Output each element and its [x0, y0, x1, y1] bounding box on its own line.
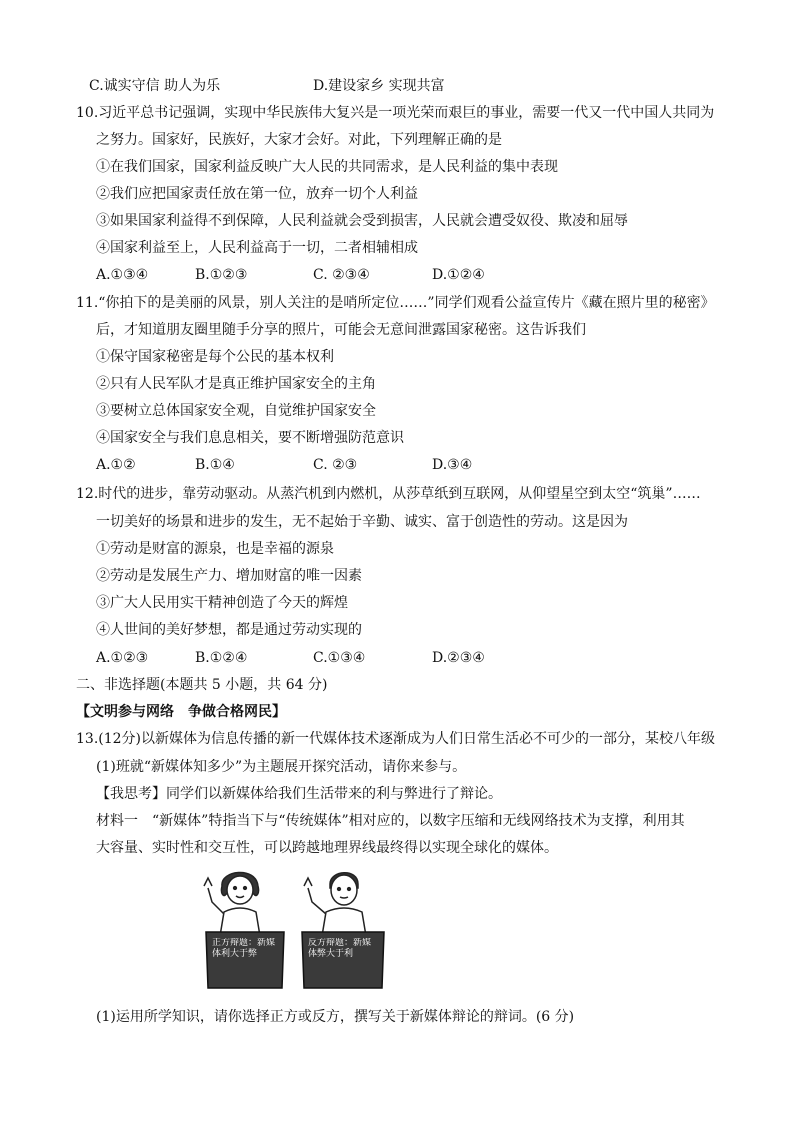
q11-item-2: ②只有人民军队才是真正维护国家安全的主角	[96, 376, 376, 392]
boy-debater	[304, 873, 366, 936]
q10-option-b: B.①②③	[195, 267, 248, 283]
q10-option-a: A.①③④	[96, 267, 149, 283]
q11-option-c: C. ②③	[313, 457, 358, 473]
q10-item-1: ①在我们国家，国家利益反映广大人民的共同需求，是人民利益的集中表现	[96, 159, 558, 175]
q13-sub1: (1)班就“新媒体知多少”为主题展开探究活动，请你来参与。	[96, 759, 467, 775]
q11-option-d: D.③④	[432, 457, 473, 473]
q10-options	[0, 266, 793, 284]
q11-item-1: ①保守国家秘密是每个公民的基本权利	[96, 349, 334, 365]
q13-question1: (1)运用所学知识，请你选择正方或反方，撰写关于新媒体辩论的辩词。(6 分)	[96, 1009, 575, 1025]
q11-option-b: B.①④	[195, 457, 235, 473]
q13-material-line1: 材料一 “新媒体”特指当下与“传统媒体”相对应的，以数字压缩和无线网络技术为支撑，利用其	[96, 813, 685, 829]
q11-options	[0, 456, 793, 474]
q13-stem: 13.(12分)以新媒体为信息传播的新一代媒体技术逐渐成为人们日常生活必不可少的一部分，某校八年级	[76, 731, 716, 747]
debate-illustration	[198, 864, 392, 990]
q12-option-d: D.②③④	[432, 650, 485, 666]
q11-item-3: ③要树立总体国家安全观，自觉维护国家安全	[96, 403, 376, 419]
q12-item-3: ③广大人民用实干精神创造了今天的辉煌	[96, 595, 348, 611]
q9-options	[0, 77, 793, 95]
q11-stem-line2: 后，才知道朋友圈里随手分享的照片，可能会无意间泄露国家秘密。这告诉我们	[96, 322, 586, 338]
q12-options	[0, 649, 793, 667]
q12-stem-line2: 一切美好的场景和进步的发生，无不起始于辛勤、诚实、富于创造性的劳动。这是因为	[96, 514, 628, 530]
q13-think: 【我思考】同学们以新媒体给我们生活带来的利与弊进行了辩论。	[96, 786, 502, 802]
q11-item-4: ④国家安全与我们息息相关，要不断增强防范意识	[96, 430, 404, 446]
q9-option-d: D.建设家乡 实现共富	[313, 78, 445, 94]
q10-stem-line1: 10.习近平总书记强调，实现中华民族伟大复兴是一项光荣而艰巨的事业，需要一代又一代中国人共同为	[76, 105, 715, 121]
q12-option-b: B.①②④	[195, 650, 248, 666]
q12-item-4: ④人世间的美好梦想，都是通过劳动实现的	[96, 622, 362, 638]
q12-option-c: C.①③④	[313, 650, 366, 666]
q12-item-1: ①劳动是财富的源泉，也是幸福的源泉	[96, 541, 334, 557]
girl-debater	[204, 872, 260, 936]
left-podium-sign: 正方辩题：新媒体利大于弊	[212, 938, 276, 959]
q10-item-4: ④国家利益至上，人民利益高于一切，二者相辅相成	[96, 240, 418, 256]
q10-option-c: C. ②③④	[313, 267, 370, 283]
section-heading: 二、非选择题(本题共 5 小题，共 64 分)	[76, 677, 328, 693]
q10-item-2: ②我们应把国家责任放在第一位，放弃一切个人利益	[96, 186, 418, 202]
q12-item-2: ②劳动是发展生产力、增加财富的唯一因素	[96, 568, 362, 584]
q11-stem-line1: 11.“你拍下的是美丽的风景，别人关注的是哨所定位……”同学们观看公益宣传片《藏在照片里的秘密》	[76, 295, 715, 311]
q10-item-3: ③如果国家利益得不到保障，人民利益就会受到损害，人民就会遭受奴役、欺凌和屈辱	[96, 213, 628, 229]
right-podium-sign: 反方辩题：新媒体弊大于利	[308, 938, 372, 959]
q11-option-a: A.①②	[96, 457, 136, 473]
q10-stem-line2: 之努力。国家好，民族好，大家才会好。对此，下列理解正确的是	[96, 132, 502, 148]
q9-option-c: C.诚实守信 助人为乐	[89, 78, 221, 94]
section-theme: 【文明参与网络 争做合格网民】	[76, 704, 286, 720]
q12-option-a: A.①②③	[96, 650, 149, 666]
q13-material-line2: 大容量、实时性和交互性，可以跨越地理界线最终得以实现全球化的媒体。	[96, 840, 558, 856]
q12-stem-line1: 12.时代的进步，靠劳动驱动。从蒸汽机到内燃机，从莎草纸到互联网，从仰望星空到太空“筑巢”……	[76, 486, 701, 502]
q10-option-d: D.①②④	[432, 267, 485, 283]
